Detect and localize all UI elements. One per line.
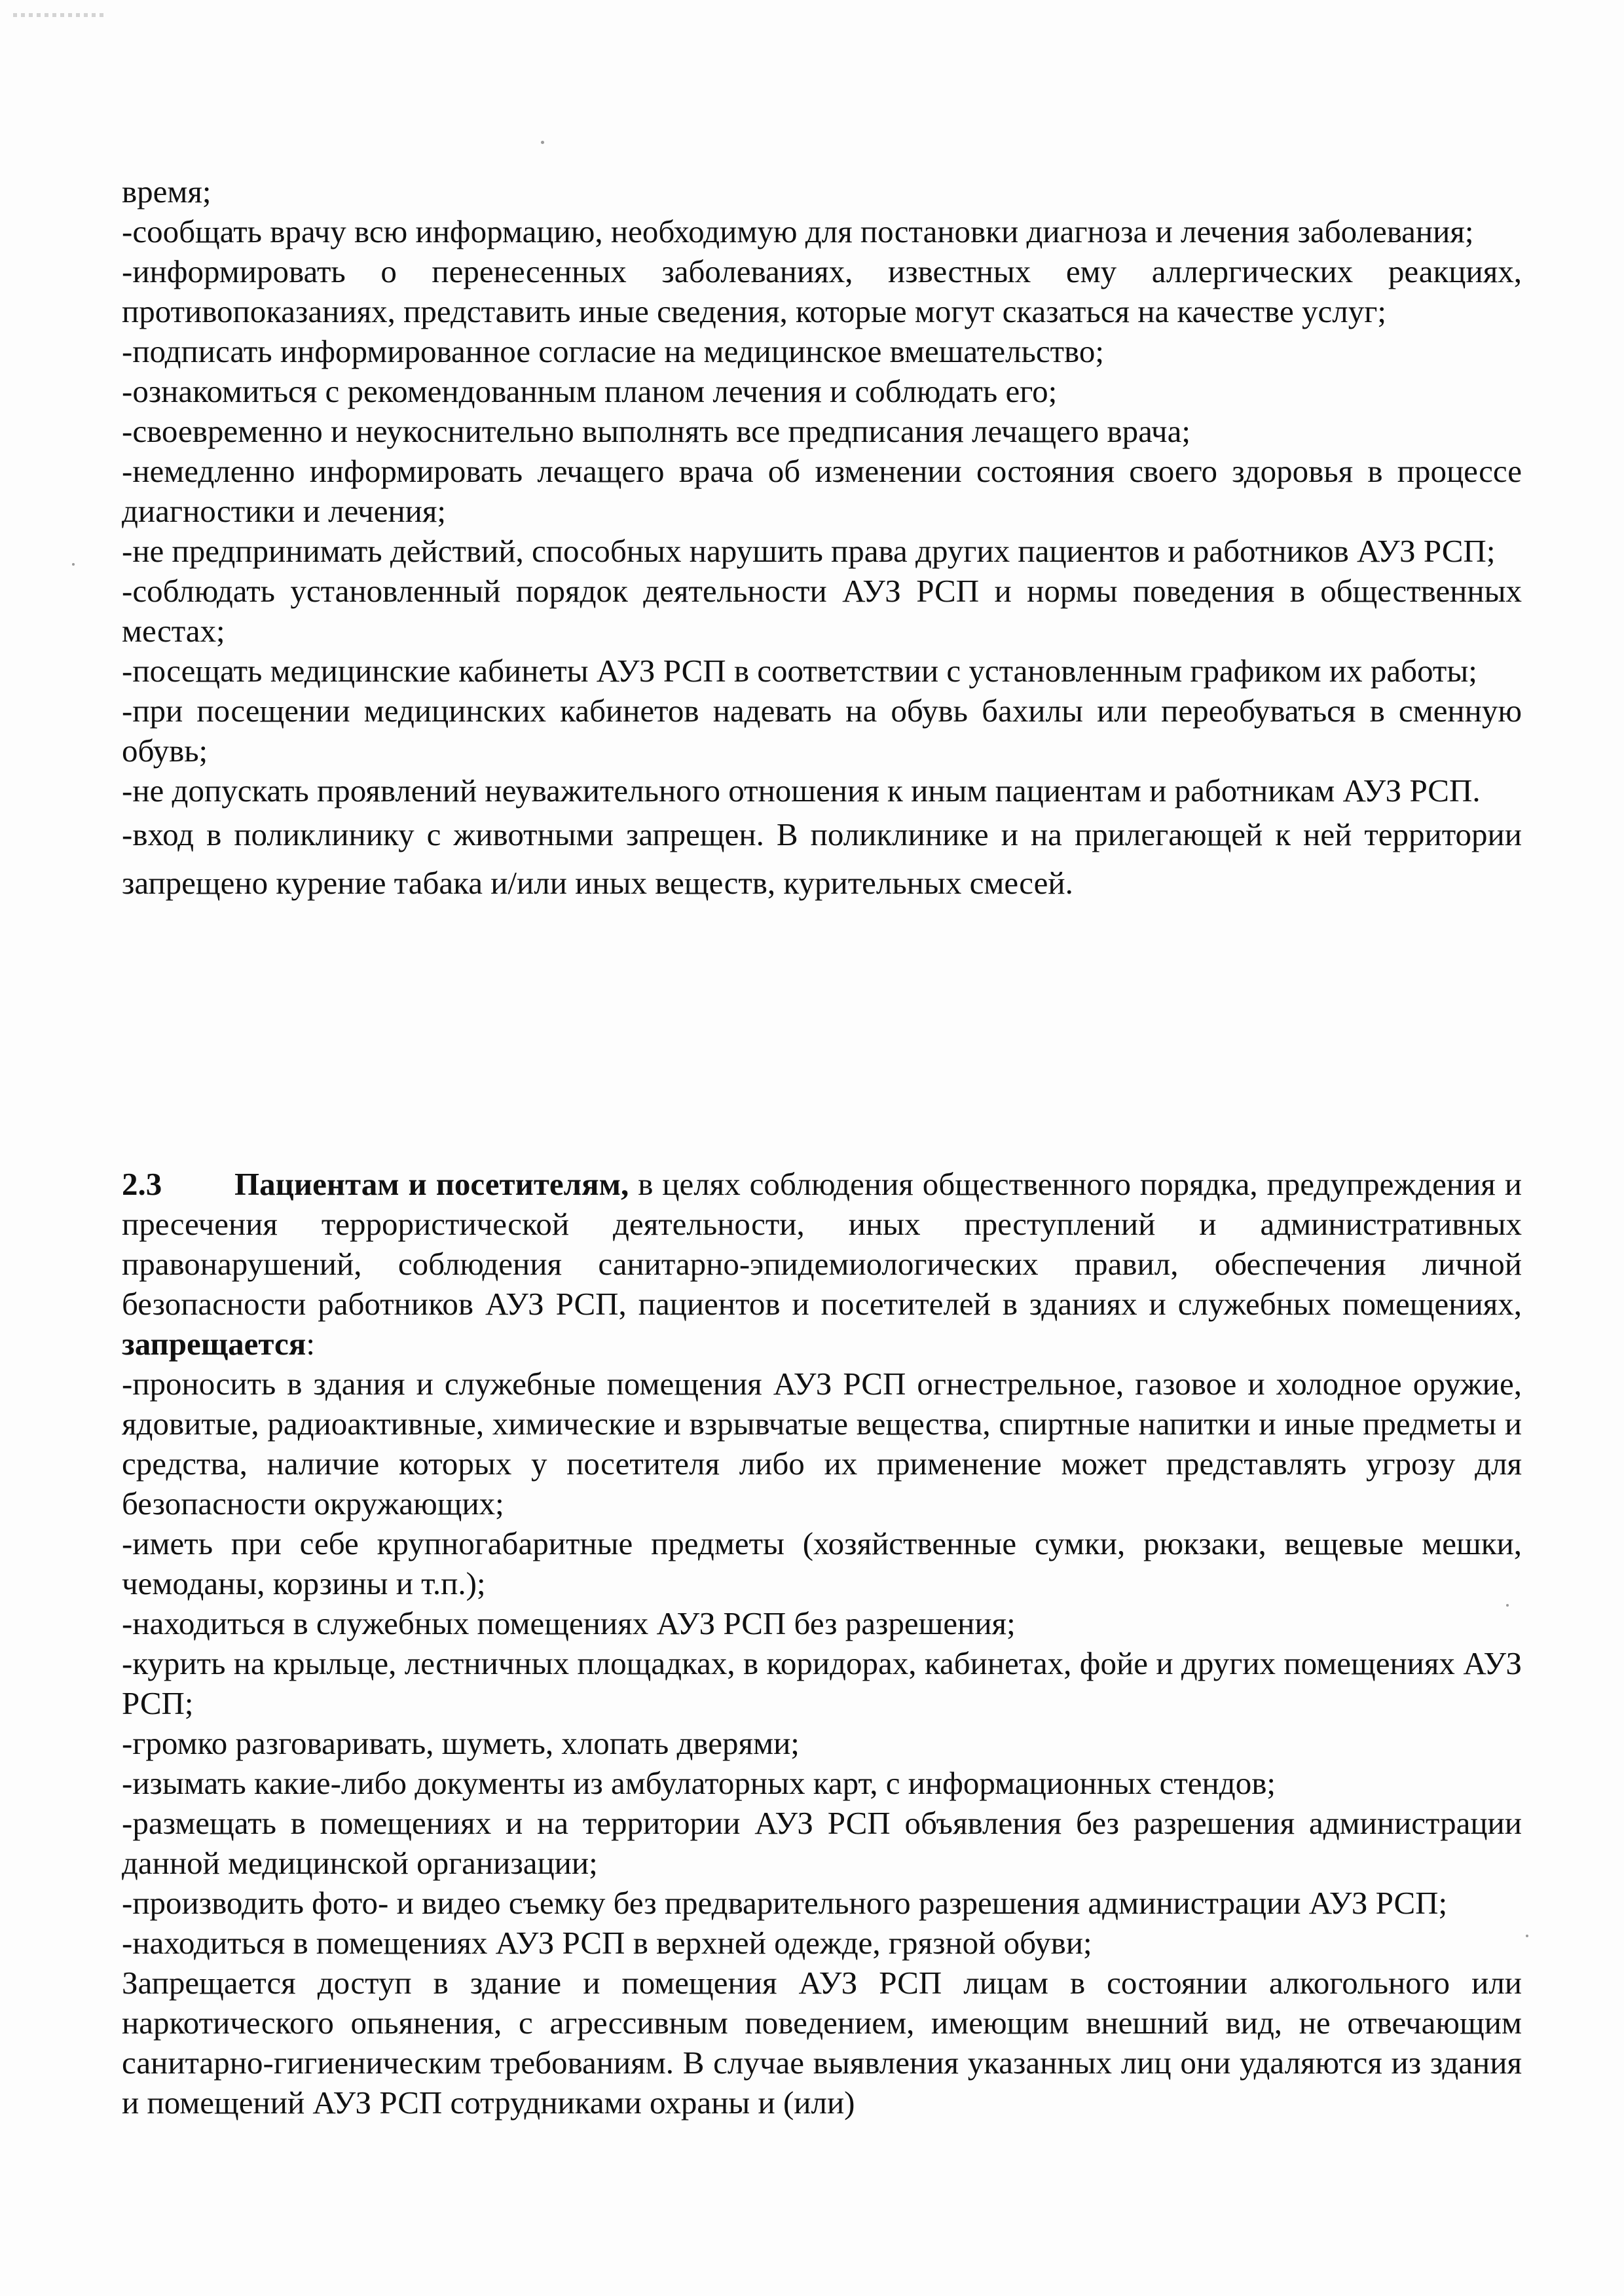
duty-line: -подписать информированное согласие на медицинское вмешательство;	[122, 333, 1104, 369]
prohibition-line: -проносить в здания и служебные помещения АУЗ РСП огнестрельное, газовое и холодное оружие, ядовитые, радиоактивные, химические и взрывчатые вещества, спиртные напитки и иные предметы и средства, наличие которых у посетителя либо их применение может представлять угрозу для безопасности окружающих;	[122, 1366, 1522, 1522]
duty-line: -вход в поликлинику с животными запрещен. В поликлинике и на прилегающей к ней территории запрещено курение табака и/или иных веществ, курительных смесей.	[122, 816, 1522, 901]
duty-line: -сообщать врачу всю информацию, необходимую для постановки диагноза и лечения заболевания;	[122, 213, 1474, 249]
section-heading	[122, 1164, 1522, 1364]
scan-speck	[541, 141, 544, 144]
duty-line: время;	[122, 173, 212, 210]
duty-line: -не допускать проявлений неуважительного отношения к иным пациентам и работникам АУЗ РСП.	[122, 773, 1481, 809]
prohibition-line: -громко разговаривать, шуметь, хлопать дверями;	[122, 1725, 800, 1761]
duty-line: -ознакомиться с рекомендованным планом лечения и соблюдать его;	[122, 373, 1058, 409]
duty-line: -своевременно и неукоснительно выполнять все предписания лечащего врача;	[122, 413, 1190, 449]
duty-line: -немедленно информировать лечащего врача об изменении состояния своего здоровья в процессе диагностики и лечения;	[122, 453, 1522, 529]
prohibition-line: -изымать какие-либо документы из амбулаторных карт, с информационных стендов;	[122, 1765, 1276, 1801]
scan-speck	[1526, 1935, 1528, 1937]
section-heading-bold: Пациентам и посетителям,	[234, 1166, 629, 1202]
scan-speck	[72, 563, 75, 566]
prohibition-line: -находиться в помещениях АУЗ РСП в верхней одежде, грязной обуви;	[122, 1925, 1092, 1961]
forbidden-word: запрещается	[122, 1326, 306, 1362]
duty-line: -соблюдать установленный порядок деятельности АУЗ РСП и нормы поведения в общественных местах;	[122, 573, 1522, 649]
prohibition-line: -размещать в помещениях и на территории АУЗ РСП объявления без разрешения администрации данной медицинской организации;	[122, 1805, 1522, 1881]
heading-colon: :	[306, 1326, 315, 1362]
duty-line: -при посещении медицинских кабинетов надевать на обувь бахилы или переобуваться в сменную обувь;	[122, 693, 1522, 769]
access-restriction-paragraph: Запрещается доступ в здание и помещения АУЗ РСП лицам в состоянии алкогольного или наркотического опьянения, с агрессивным поведением, имеющим внешний вид, не отвечающим санитарно-гигиеническим требованиям. В случае выявления указанных лиц они удаляются из здания и помещений АУЗ РСП сотрудниками охраны и (или)	[122, 1965, 1522, 2121]
section-heading-text: в целях соблюдения общественного порядка, предупреждения и пресечения террористической деятельности, иных преступлений и административных правонарушений, соблюдения санитарно-эпидемиологических правил, обеспечения личной безопасности работников АУЗ РСП, пациентов и посетителей в зданиях и служебных помещениях,	[122, 1166, 1522, 1322]
patient-duties-list	[122, 172, 1522, 907]
section-number: 2.3	[122, 1166, 162, 1202]
prohibition-line: -курить на крыльце, лестничных площадках, в коридорах, кабинетах, фойе и других помещениях АУЗ РСП;	[122, 1645, 1522, 1721]
prohibition-line: -находиться в служебных помещениях АУЗ РСП без разрешения;	[122, 1605, 1016, 1641]
scan-artifact	[13, 13, 105, 17]
section-2-3	[122, 1164, 1522, 2123]
duty-line: -не предпринимать действий, способных нарушить права других пациентов и работников АУЗ РСП;	[122, 533, 1496, 569]
duty-line: -информировать о перенесенных заболеваниях, известных ему аллергических реакциях, противопоказаниях, представить иные сведения, которые могут сказаться на качестве услуг;	[122, 253, 1522, 329]
duty-line: -посещать медицинские кабинеты АУЗ РСП в соответствии с установленным графиком их работы;	[122, 653, 1477, 689]
prohibition-line: -иметь при себе крупногабаритные предметы (хозяйственные сумки, рюкзаки, вещевые мешки, чемоданы, корзины и т.п.);	[122, 1525, 1522, 1601]
prohibition-line: -производить фото- и видео съемку без предварительного разрешения администрации АУЗ РСП;	[122, 1885, 1448, 1921]
